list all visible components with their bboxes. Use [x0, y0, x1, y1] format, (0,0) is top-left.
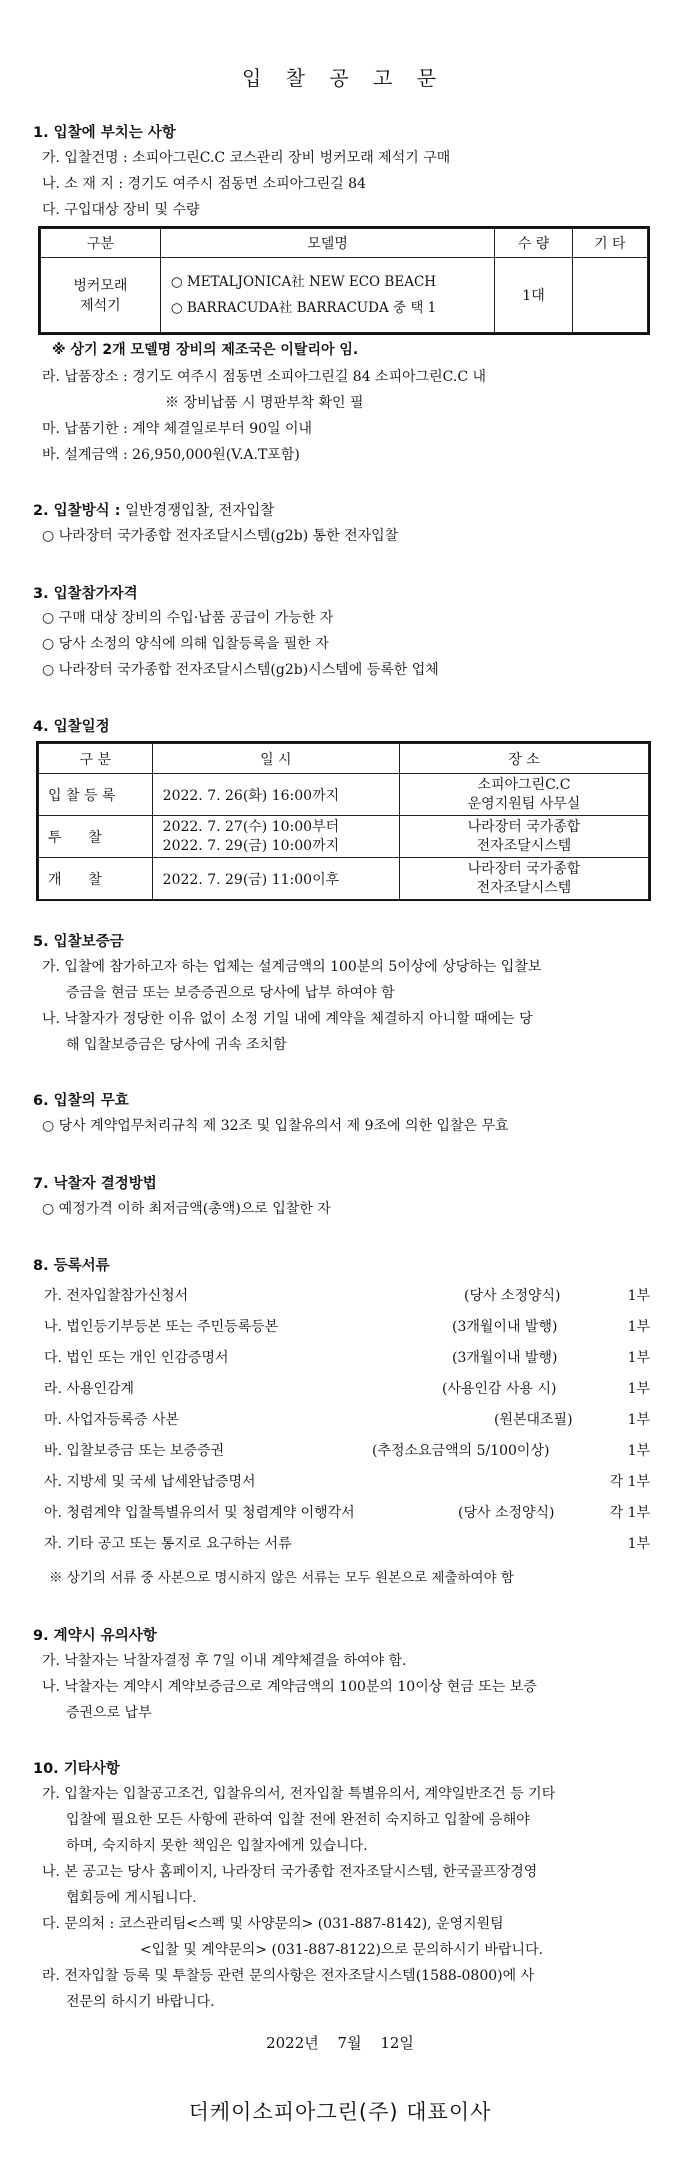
- eq-model-1: ○ METALJONICA社 NEW ECO BEACH: [170, 274, 437, 290]
- doc-item: [44, 1378, 650, 1400]
- sch-row-time-line: 2022. 7. 29(금) 10:00까지: [162, 837, 340, 854]
- s6-line-1: ○ 당사 계약업무처리규칙 제 32조 및 입찰유의서 제 9조에 의한 입찰은 무효: [42, 1118, 509, 1134]
- doc-item: [44, 1440, 650, 1462]
- s10-na-line-1: 나. 본 공고는 당사 홈페이지, 나라장터 국가종합 전자조달시스템, 한국골프장경영: [42, 1864, 538, 1880]
- s10-ra-line-1: 라. 전자입찰 등록 및 투찰등 관련 문의사항은 전자조달시스템(1588-0800)에 사: [42, 1968, 535, 1984]
- doc-item-name: 나. 법인등기부등본 또는 주민등록등본: [44, 1319, 279, 1335]
- eq-category-line1: 벙커모래: [73, 278, 128, 294]
- s1-item-da: 다. 구입대상 장비 및 수량: [42, 202, 200, 218]
- section-7-heading: 7. 낙찰자 결정방법: [33, 1176, 157, 1192]
- section-8-heading: 8. 등록서류: [33, 1258, 110, 1274]
- s9-ga: 가. 낙찰자는 낙찰자결정 후 7일 이내 계약체결을 하여야 함.: [42, 1653, 407, 1669]
- sch-row-time: [152, 858, 399, 900]
- s3-line-3: ○ 나라장터 국가종합 전자조달시스템(g2b)시스템에 등록한 업체: [42, 662, 439, 678]
- eq-etc-cell: [572, 258, 647, 333]
- doc-item: [44, 1316, 650, 1338]
- eq-header-category: 구분: [41, 229, 161, 258]
- section-3-heading: 3. 입찰참가자격: [33, 586, 138, 602]
- sch-row-label: 투 찰: [39, 816, 153, 858]
- sch-row-place-line: 소피아그린C.C: [477, 776, 571, 793]
- section-10-heading: 10. 기타사항: [33, 1761, 120, 1777]
- section-2-heading-text: 일반경쟁입찰, 전자입찰: [120, 503, 275, 519]
- doc-item-count: 1부: [627, 1443, 650, 1459]
- sch-row-time-line: 2022. 7. 29(금) 11:00이후: [162, 871, 340, 888]
- s10-ga-line-2: 입찰에 필요한 모든 사항에 관하여 입찰 전에 완전히 숙지하고 입찰에 응해야: [66, 1812, 530, 1828]
- doc-item-name: 아. 청렴계약 입찰특별유의서 및 청렴계약 이행각서: [44, 1505, 355, 1521]
- section-1-heading: 1. 입찰에 부치는 사항: [33, 125, 176, 141]
- sch-row-time-line: 2022. 7. 27(수) 10:00부터: [162, 818, 340, 835]
- doc-item-note: (3개월이내 발행): [452, 1350, 558, 1366]
- doc-item-note: (추정소요금액의 5/100이상): [372, 1443, 550, 1459]
- doc-item-count: 1부: [627, 1536, 650, 1552]
- s3-line-1: ○ 구매 대상 장비의 수입·납품 공급이 가능한 자: [42, 610, 334, 626]
- s1-item-ra-note: ※ 장비납품 시 명판부착 확인 필: [165, 395, 364, 411]
- s5-ga-line-1: 가. 입찰에 참가하고자 하는 업체는 설계금액의 100분의 5이상에 상당하는 입찰보: [42, 959, 542, 975]
- eq-model-2: ○ BARRACUDA社 BARRACUDA 중 택 1: [170, 300, 437, 316]
- sch-header-datetime: 일 시: [152, 744, 399, 774]
- s9-na-line-1: 나. 낙찰자는 계약시 계약보증금으로 계약금액의 100분의 10이상 현금 또는 보증: [42, 1679, 537, 1695]
- doc-item-count: 1부: [627, 1350, 650, 1366]
- doc-item-note: (당사 소정양식): [464, 1288, 561, 1304]
- eq-model-cell: [160, 258, 495, 333]
- sch-row-place: [399, 858, 648, 900]
- sch-row-place-line: 나라장터 국가종합: [467, 860, 581, 877]
- s10-ga-line-3: 하며, 숙지하지 못한 책임은 입찰자에게 있습니다.: [66, 1838, 368, 1854]
- eq-qty-cell: 1대: [495, 258, 572, 333]
- s1-country-note: ※ 상기 2개 모델명 장비의 제조국은 이탈리아 임.: [52, 342, 359, 358]
- section-9-heading: 9. 계약시 유의사항: [33, 1628, 157, 1644]
- s1-item-ga: 가. 입찰건명 : 소피아그린C.C 코스관리 장비 벙커모래 제석기 구매: [42, 150, 451, 166]
- page-title: 입 찰 공 고 문: [241, 66, 439, 90]
- sch-row-time-line: 2022. 7. 26(화) 16:00까지: [162, 787, 340, 804]
- doc-item-name: 다. 법인 또는 개인 인감증명서: [44, 1350, 229, 1366]
- sch-row-place: [399, 816, 648, 858]
- doc-item-name: 마. 사업자등록증 사본: [44, 1412, 180, 1428]
- section-2-heading: [33, 499, 274, 520]
- doc-item-name: 가. 전자입찰참가신청서: [44, 1288, 189, 1304]
- s1-item-na: 나. 소 재 지 : 경기도 여주시 점동면 소피아그린길 84: [42, 176, 366, 192]
- doc-item-count: 각 1부: [609, 1505, 650, 1521]
- section-5-heading: 5. 입찰보증금: [33, 934, 124, 950]
- s1-item-ba: 바. 설계금액 : 26,950,000원(V.A.T포함): [42, 447, 300, 463]
- doc-item: [44, 1533, 650, 1555]
- s1-item-ma: 마. 납품기한 : 계약 체결일로부터 90일 이내: [42, 421, 313, 437]
- s7-line-1: ○ 예정가격 이하 최저금액(총액)으로 입찰한 자: [42, 1201, 331, 1217]
- sch-row-place: [399, 774, 648, 816]
- doc-item: [44, 1471, 650, 1493]
- sch-row: [39, 774, 649, 816]
- section-2-heading-label: 2. 입찰방식 :: [33, 503, 121, 519]
- doc-item-name: 바. 입찰보증금 또는 보증증권: [44, 1443, 225, 1459]
- doc-item-note: (사용인감 사용 시): [442, 1381, 557, 1397]
- s8-note: ※ 상기의 서류 중 사본으로 명시하지 않은 서류는 모두 원본으로 제출하여야 함: [49, 1570, 514, 1586]
- s10-da-line-2: <입찰 및 계약문의> (031-887-8122)으로 문의하시기 바랍니다.: [140, 1942, 544, 1958]
- doc-item-note: (당사 소정양식): [458, 1505, 555, 1521]
- eq-header-model: 모델명: [160, 229, 495, 258]
- doc-item-name: 자. 기타 공고 또는 통지로 요구하는 서류: [44, 1536, 292, 1552]
- eq-category-line2: 제석기: [80, 298, 121, 314]
- doc-item: [44, 1409, 650, 1431]
- s5-ga-line-2: 증금을 현금 또는 보증증권으로 당사에 납부 하여야 함: [66, 985, 395, 1001]
- s10-da-line-1: 다. 문의처 : 코스관리팀<스펙 및 사양문의> (031-887-8142), 운영지원팀: [42, 1916, 504, 1932]
- doc-item-name: 사. 지방세 및 국세 납세완납증명서: [44, 1474, 256, 1490]
- doc-item-count: 1부: [627, 1412, 650, 1428]
- sch-header-place: 장 소: [399, 744, 648, 774]
- doc-item-name: 라. 사용인감계: [44, 1381, 135, 1397]
- s10-na-line-2: 협회등에 게시됩니다.: [66, 1890, 197, 1906]
- doc-item-count: 1부: [627, 1288, 650, 1304]
- sch-row-label: 입 찰 등 록: [39, 774, 153, 816]
- sch-row-time: [152, 816, 399, 858]
- sch-row-label: 개 찰: [39, 858, 153, 900]
- s5-na-line-2: 해 입찰보증금은 당사에 귀속 조치함: [66, 1037, 287, 1053]
- sch-row-time: [152, 774, 399, 816]
- schedule-table: [36, 741, 651, 901]
- section-6-heading: 6. 입찰의 무효: [33, 1093, 129, 1109]
- doc-item: [44, 1285, 650, 1307]
- eq-header-qty: 수 량: [495, 229, 572, 258]
- doc-item-note: (원본대조필): [494, 1412, 573, 1428]
- doc-item-count: 1부: [627, 1319, 650, 1335]
- company-signature: 더케이소피아그린(주) 대표이사: [188, 2100, 492, 2124]
- sch-row: [39, 858, 649, 900]
- doc-item-note: (3개월이내 발행): [452, 1319, 558, 1335]
- eq-header-etc: 기 타: [572, 229, 647, 258]
- s1-item-ra: 라. 납품장소 : 경기도 여주시 점동면 소피아그린길 84 소피아그린C.C 내: [42, 369, 487, 385]
- doc-item: [44, 1502, 650, 1524]
- section-4-heading: 4. 입찰일정: [33, 719, 110, 735]
- s3-line-2: ○ 당사 소정의 양식에 의해 입찰등록을 필한 자: [42, 636, 329, 652]
- s2-line-1: ○ 나라장터 국가종합 전자조달시스템(g2b) 통한 전자입찰: [42, 528, 399, 544]
- doc-item: [44, 1347, 650, 1369]
- sch-row-place-line: 전자조달시스템: [476, 837, 572, 854]
- s5-na-line-1: 나. 낙찰자가 정당한 이유 없이 소정 기일 내에 계약을 체결하지 아니할 때에는 당: [42, 1011, 533, 1027]
- doc-item-count: 각 1부: [609, 1474, 650, 1490]
- eq-category-cell: [41, 258, 161, 333]
- s9-na-line-2: 증권으로 납부: [66, 1705, 152, 1721]
- s10-ra-line-2: 전문의 하시기 바랍니다.: [66, 1994, 215, 2010]
- s10-ga-line-1: 가. 입찰자는 입찰공고조건, 입찰유의서, 전자입찰 특별유의서, 계약일반조건 등 기타: [42, 1786, 556, 1802]
- sch-row-place-line: 운영지원팀 사무실: [467, 795, 581, 812]
- notice-date: 2022년 7월 12일: [266, 2034, 414, 2052]
- equipment-table: [38, 226, 650, 335]
- sch-header-category: 구 분: [39, 744, 153, 774]
- sch-row-place-line: 전자조달시스템: [476, 879, 572, 896]
- doc-item-count: 1부: [627, 1381, 650, 1397]
- sch-row-place-line: 나라장터 국가종합: [467, 818, 581, 835]
- sch-row: [39, 816, 649, 858]
